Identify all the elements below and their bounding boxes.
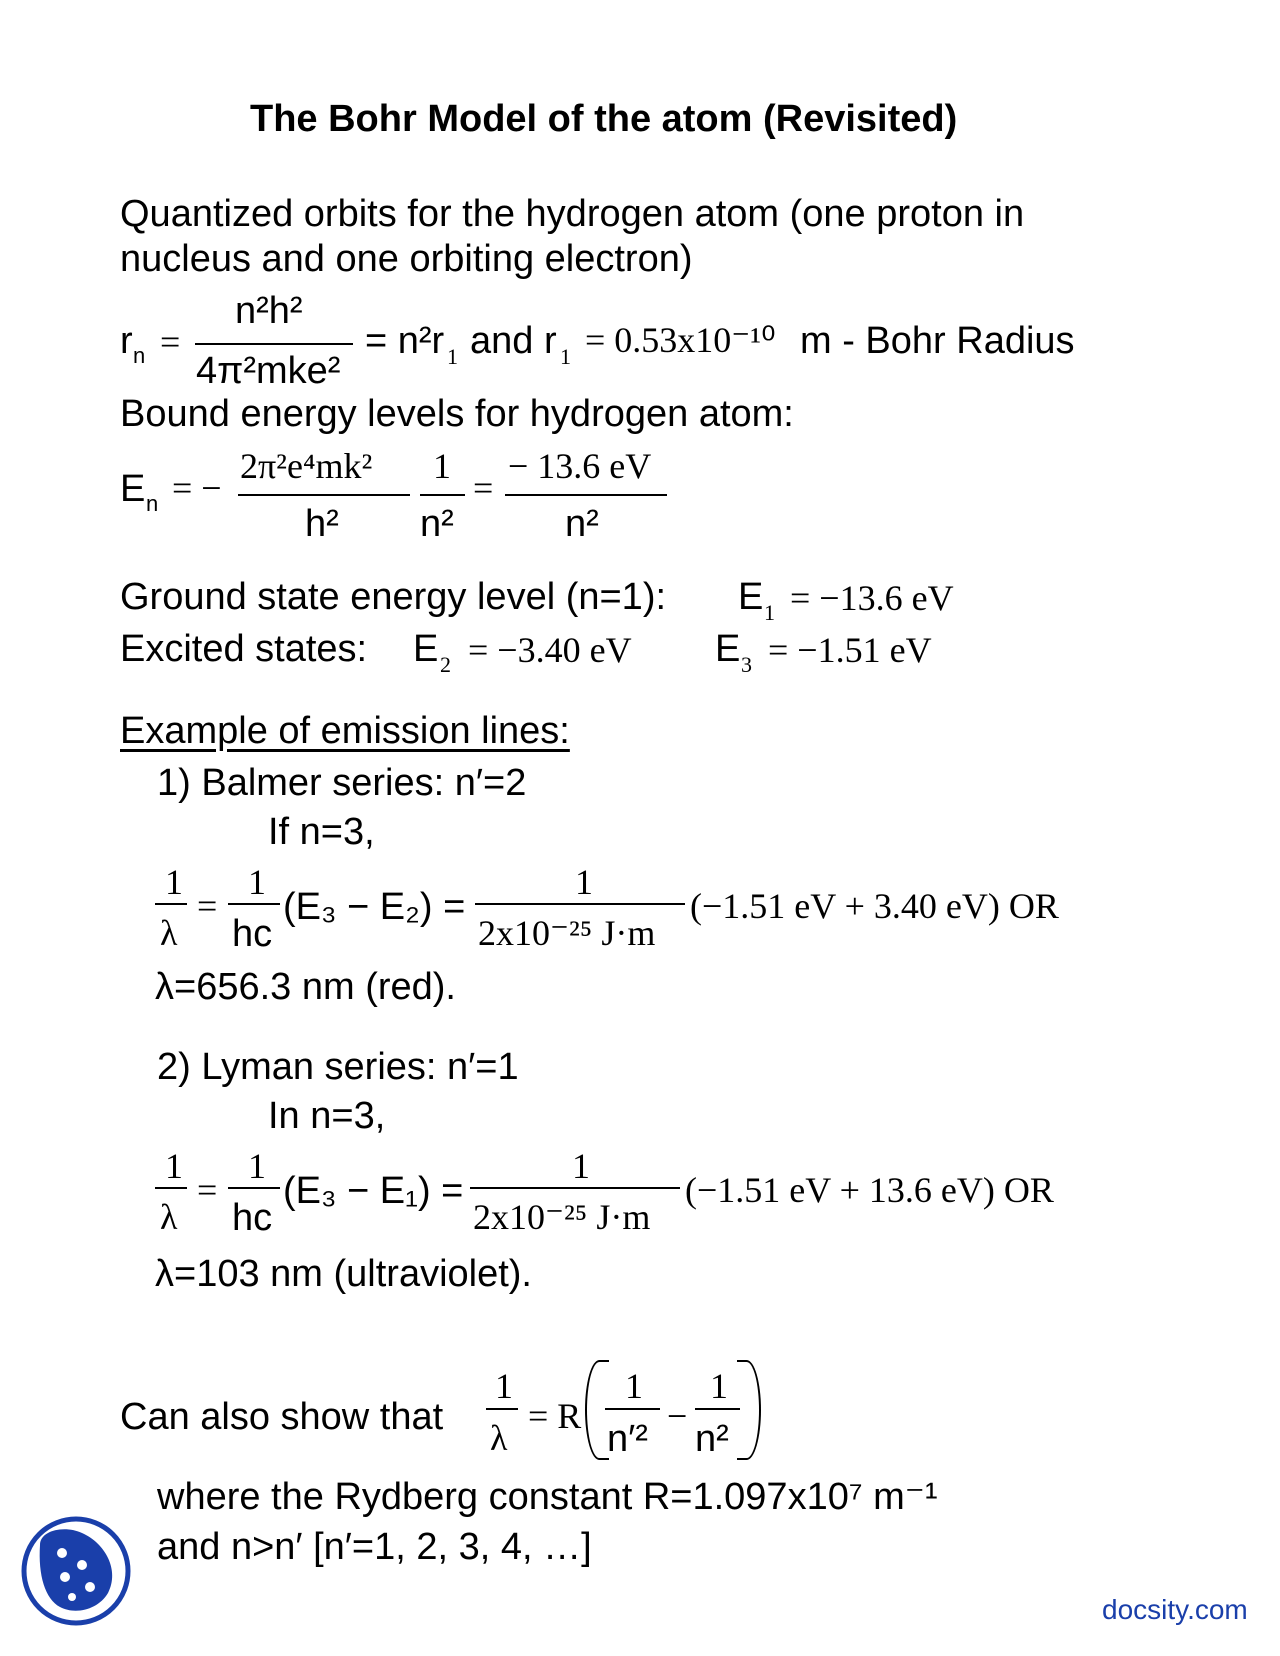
balmer-condition: If n=3, bbox=[268, 811, 375, 853]
balmer-g-num: 1 bbox=[575, 862, 593, 902]
rydberg-b-bar bbox=[695, 1408, 740, 1410]
lyman-g-den: 2x10⁻²⁵ J·m bbox=[473, 1197, 651, 1237]
eq-energy-den2: n² bbox=[420, 503, 454, 545]
balmer-f-num: 1 bbox=[248, 862, 266, 902]
balmer-lhs-den: λ bbox=[160, 913, 178, 953]
page-title: The Bohr Model of the atom (Revisited) bbox=[250, 98, 958, 140]
excited-text: Excited states: bbox=[120, 628, 368, 670]
rydberg-right-paren bbox=[737, 1360, 761, 1460]
eq-energy-lhs: E bbox=[120, 468, 146, 510]
example-heading: Example of emission lines: bbox=[120, 710, 570, 752]
rydberg-a-num: 1 bbox=[625, 1366, 643, 1406]
eq-energy-lhs-sub: n bbox=[146, 491, 159, 516]
rydberg-minus: − bbox=[667, 1396, 688, 1436]
ground-text: Ground state energy level (n=1): bbox=[120, 576, 667, 618]
lyman-lhs-den: λ bbox=[160, 1197, 178, 1237]
eq-energy-bar3 bbox=[505, 494, 667, 496]
rydberg-lead: Can also show that bbox=[120, 1396, 444, 1438]
docsity-watermark[interactable]: docsity.com bbox=[1102, 1594, 1248, 1625]
eq-radius-tail: m - Bohr Radius bbox=[800, 320, 1075, 362]
eq-radius-equals: = bbox=[160, 322, 181, 362]
rydberg-eqR: = R bbox=[528, 1396, 582, 1436]
balmer-f-bar bbox=[228, 903, 280, 905]
balmer-label: 1) Balmer series: n′=2 bbox=[157, 762, 527, 804]
eq-radius-and-sub: 1 bbox=[560, 344, 571, 369]
eq-energy-minus: = − bbox=[172, 468, 222, 508]
ground-value: = −13.6 eV bbox=[790, 578, 954, 618]
eq-radius-rhs: = n²r bbox=[365, 320, 445, 362]
excited-e3-symbol: E bbox=[715, 628, 741, 670]
eq-energy-bar2 bbox=[420, 494, 465, 496]
balmer-g-bar bbox=[475, 903, 685, 905]
lyman-lhs-num: 1 bbox=[165, 1146, 183, 1186]
lyman-paren: (E₃ − E₁) = bbox=[283, 1170, 464, 1212]
eq-radius-lhs-sub: n bbox=[133, 343, 146, 368]
balmer-tail: (−1.51 eV + 3.40 eV) OR bbox=[690, 886, 1059, 926]
bound-heading: Bound energy levels for hydrogen atom: bbox=[120, 393, 794, 435]
intro-line-2: nucleus and one orbiting electron) bbox=[120, 238, 693, 280]
lyman-condition: In n=3, bbox=[268, 1095, 386, 1137]
lyman-lhs-bar bbox=[155, 1187, 187, 1189]
eq-energy-num2: 1 bbox=[433, 446, 451, 486]
lyman-f-den: hc bbox=[232, 1197, 273, 1239]
rydberg-condition: and n>n′ [n′=1, 2, 3, 4, …] bbox=[157, 1526, 592, 1568]
eq-energy-num1: 2π²e⁴mk² bbox=[240, 446, 373, 486]
lyman-f-bar bbox=[228, 1187, 280, 1189]
eq-energy-den3: n² bbox=[565, 503, 599, 545]
excited-e2-value: = −3.40 eV bbox=[468, 630, 632, 670]
eq-energy-num3: − 13.6 eV bbox=[508, 446, 652, 486]
rydberg-b-den: n² bbox=[695, 1418, 729, 1460]
eq-radius-and: and r bbox=[470, 320, 557, 362]
lyman-g-bar bbox=[470, 1187, 680, 1189]
eq-energy-den1: h² bbox=[305, 503, 339, 545]
balmer-lhs-bar bbox=[155, 903, 187, 905]
lyman-tail: (−1.51 eV + 13.6 eV) OR bbox=[685, 1170, 1054, 1210]
balmer-paren: (E₃ − E₂) = bbox=[283, 886, 466, 928]
rydberg-lhs-num: 1 bbox=[495, 1366, 513, 1406]
eq-radius-rhs-sub: 1 bbox=[447, 344, 458, 369]
eq-radius-lhs: r bbox=[120, 320, 133, 362]
rydberg-left-paren bbox=[585, 1360, 609, 1460]
eq-energy-equals: = bbox=[473, 468, 494, 508]
balmer-g-den: 2x10⁻²⁵ J·m bbox=[478, 913, 656, 953]
eq-energy-bar1 bbox=[238, 494, 410, 496]
balmer-eq1: = bbox=[197, 886, 218, 926]
eq-radius-denominator: 4π²mke² bbox=[196, 350, 341, 392]
lyman-label: 2) Lyman series: n′=1 bbox=[157, 1046, 519, 1088]
balmer-lhs-num: 1 bbox=[165, 862, 183, 902]
excited-e2-sub: 2 bbox=[440, 652, 451, 677]
balmer-f-den: hc bbox=[232, 913, 273, 955]
intro-line-1: Quantized orbits for the hydrogen atom (one proton in bbox=[120, 193, 1025, 235]
eq-radius-numerator: n²h² bbox=[235, 290, 303, 332]
lyman-eq1: = bbox=[197, 1170, 218, 1210]
rydberg-where: where the Rydberg constant R=1.097x10⁷ m⁻¹ bbox=[157, 1476, 938, 1518]
lyman-g-num: 1 bbox=[572, 1146, 590, 1186]
lyman-result: λ=103 nm (ultraviolet). bbox=[155, 1253, 532, 1295]
rydberg-a-den: n′² bbox=[607, 1418, 648, 1460]
rydberg-lhs-den: λ bbox=[490, 1418, 508, 1458]
docsity-logo-icon bbox=[20, 1515, 132, 1627]
rydberg-a-bar bbox=[605, 1408, 660, 1410]
rydberg-lhs-bar bbox=[486, 1408, 518, 1410]
excited-e3-sub: 3 bbox=[741, 652, 752, 677]
lyman-f-num: 1 bbox=[248, 1146, 266, 1186]
ground-symbol: E bbox=[738, 576, 764, 618]
ground-sub: 1 bbox=[764, 600, 775, 625]
eq-radius-value: = 0.53x10⁻¹⁰ bbox=[585, 320, 776, 360]
excited-e2-symbol: E bbox=[413, 628, 439, 670]
eq-radius-fraction-bar bbox=[195, 343, 353, 345]
docsity-logo bbox=[20, 1515, 132, 1627]
balmer-result: λ=656.3 nm (red). bbox=[155, 966, 456, 1008]
rydberg-b-num: 1 bbox=[710, 1366, 728, 1406]
excited-e3-value: = −1.51 eV bbox=[768, 630, 932, 670]
